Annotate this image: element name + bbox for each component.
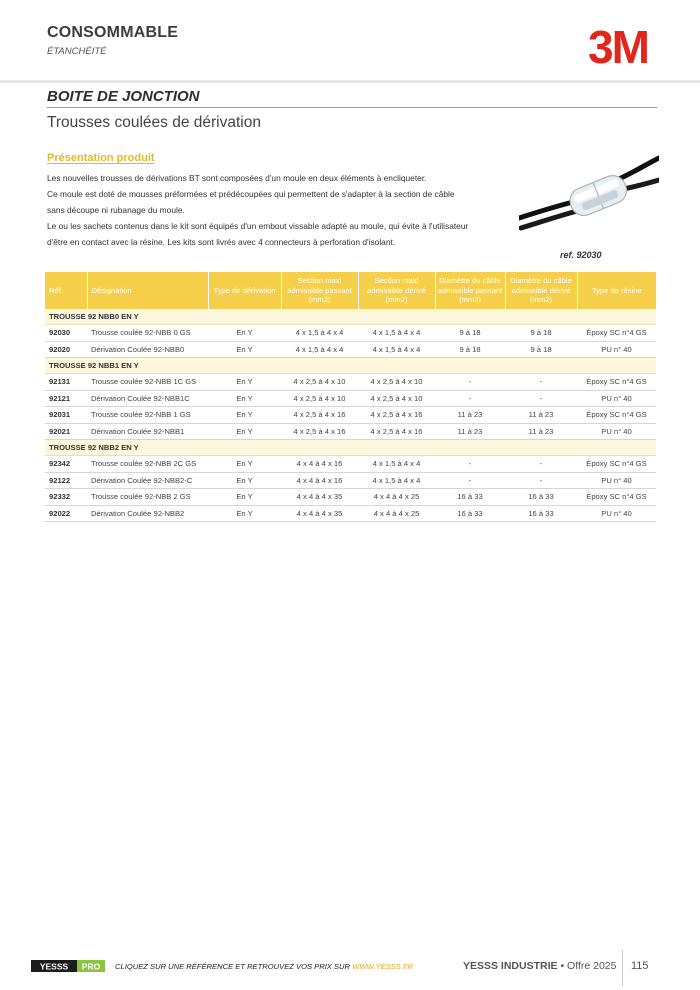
- cell-designation: Dérivation Coulée 92-NBB2-C: [87, 472, 208, 489]
- cell-diam-derive: 16 à 33: [505, 505, 577, 522]
- cell-designation: Dérivation Coulée 92-NBB1C: [87, 390, 208, 407]
- cell-resine: PU n° 40: [577, 472, 656, 489]
- presentation-text: [47, 171, 502, 251]
- table-group-row: [45, 358, 656, 374]
- table-body: [45, 309, 656, 522]
- cell-diam-passant: 9 à 18: [435, 341, 505, 358]
- cell-diam-passant: -: [435, 390, 505, 407]
- cell-designation: Trousse coulée 92-NBB 1 GS: [87, 407, 208, 424]
- cell-resine: PU n° 40: [577, 341, 656, 358]
- cell-diam-derive: -: [505, 374, 577, 391]
- badge-left-text: YESSS: [39, 961, 69, 972]
- cell-diam-passant: -: [435, 472, 505, 489]
- footer-divider: [622, 950, 623, 986]
- product-image: [519, 150, 659, 245]
- table-row: [45, 423, 656, 440]
- table-row: [45, 505, 656, 522]
- cell-ref[interactable]: 92020: [45, 341, 87, 358]
- cell-resine: PU n° 40: [577, 505, 656, 522]
- cell-diam-passant: 11 à 23: [435, 407, 505, 424]
- table-group-row: [45, 309, 656, 325]
- brand-logo-text: 3M: [588, 22, 648, 70]
- brand-logo-3m: [578, 22, 658, 70]
- cell-diam-derive: 9 à 18: [505, 325, 577, 342]
- cell-type: En Y: [208, 505, 281, 522]
- cell-designation: Dérivation Coulée 92-NBB0: [87, 341, 208, 358]
- footer-website-link[interactable]: WWW.YESSS.FR: [352, 962, 414, 971]
- col-header-resine: Type de résine: [577, 272, 656, 309]
- cell-ref[interactable]: 92121: [45, 390, 87, 407]
- presentation-line: Ce moule est doté de mousses préformées et prédécoupées qui permettent de s'adapter à la section de câble: [47, 188, 455, 199]
- cell-type: En Y: [208, 423, 281, 440]
- footer-cta-text: CLIQUEZ SUR UNE RÉFÉRENCE ET RETROUVEZ VOS PRIX SUR: [115, 962, 351, 971]
- footer-company-name: YESSS INDUSTRIE: [463, 960, 558, 972]
- cell-type: En Y: [208, 374, 281, 391]
- product-table: [45, 272, 656, 522]
- col-header-diam-derive: Diamètre du câble admissible dérivé (mm2): [505, 272, 577, 309]
- cell-section-passant: 4 x 2,5 à 4 x 16: [281, 423, 358, 440]
- cell-section-passant: 4 x 2,5 à 4 x 10: [281, 374, 358, 391]
- footer-company: [463, 960, 616, 972]
- cell-diam-derive: 9 à 18: [505, 341, 577, 358]
- yesss-pro-badge: [31, 960, 105, 972]
- cell-resine: Époxy SC n°4 GS: [577, 407, 656, 424]
- cell-section-passant: 4 x 4 à 4 x 35: [281, 505, 358, 522]
- cell-section-derive: 4 x 1,5 à 4 x 4: [358, 325, 435, 342]
- cell-diam-passant: 11 à 23: [435, 423, 505, 440]
- cell-section-passant: 4 x 4 à 4 x 16: [281, 472, 358, 489]
- cell-diam-derive: -: [505, 456, 577, 473]
- product-image-caption: ref. 92030: [560, 250, 602, 260]
- cell-section-derive: 4 x 1,5 à 4 x 4: [358, 472, 435, 489]
- cell-resine: Époxy SC n°4 GS: [577, 374, 656, 391]
- cell-diam-derive: 16 à 33: [505, 489, 577, 506]
- cell-section-derive: 4 x 2,5 à 4 x 16: [358, 407, 435, 424]
- cell-designation: Trousse coulée 92-NBB 2C GS: [87, 456, 208, 473]
- cell-designation: Trousse coulée 92-NBB 2 GS: [87, 489, 208, 506]
- section-divider: [47, 107, 657, 108]
- cell-resine: PU n° 40: [577, 390, 656, 407]
- cell-resine: Époxy SC n°4 GS: [577, 456, 656, 473]
- cell-type: En Y: [208, 489, 281, 506]
- table-row: [45, 407, 656, 424]
- presentation-line: sans découpe ni rubanage du moule.: [47, 204, 185, 215]
- cell-section-derive: 4 x 4 à 4 x 25: [358, 505, 435, 522]
- presentation-line: Les nouvelles trousses de dérivations BT sont composées d'un moule en deux éléments à encliqueter.: [47, 173, 427, 183]
- cell-section-passant: 4 x 1,5 à 4 x 4: [281, 341, 358, 358]
- section-title: BOITE DE JONCTION: [47, 88, 200, 105]
- cell-section-passant: 4 x 2,5 à 4 x 16: [281, 407, 358, 424]
- group-label: TROUSSE 92 NBB0 EN Y: [45, 309, 656, 325]
- table-row: [45, 390, 656, 407]
- cell-section-derive: 4 x 2,5 à 4 x 16: [358, 423, 435, 440]
- table-row: [45, 341, 656, 358]
- presentation-line: Le ou les sachets contenus dans le kit sont équipés d'un embout vissable adapté au moule, qui évite à l'utilisateur: [47, 220, 469, 231]
- col-header-ref: Réf.: [45, 272, 87, 309]
- cell-ref[interactable]: 92031: [45, 407, 87, 424]
- cell-designation: Dérivation Coulée 92-NBB1: [87, 423, 208, 440]
- page-number: 115: [631, 960, 649, 972]
- cell-section-passant: 4 x 4 à 4 x 35: [281, 489, 358, 506]
- cell-diam-passant: 16 à 33: [435, 505, 505, 522]
- cell-ref[interactable]: 92332: [45, 489, 87, 506]
- cell-designation: Dérivation Coulée 92-NBB2: [87, 505, 208, 522]
- col-header-designation: Désignation: [87, 272, 208, 309]
- cell-type: En Y: [208, 407, 281, 424]
- table-row: [45, 489, 656, 506]
- cell-designation: Trousse coulée 92-NBB 1C GS: [87, 374, 208, 391]
- cell-ref[interactable]: 92030: [45, 325, 87, 342]
- footer-offer: • Offre 2025: [560, 960, 617, 972]
- cell-resine: Époxy SC n°4 GS: [577, 489, 656, 506]
- header-divider: [0, 80, 700, 83]
- presentation-line: d'être en contact avec la résine. Les kits sont livrés avec 4 connecteurs à perforation d'isolant.: [47, 236, 396, 247]
- cell-type: En Y: [208, 472, 281, 489]
- footer-cta: [115, 962, 413, 971]
- table-row: [45, 325, 656, 342]
- cell-type: En Y: [208, 325, 281, 342]
- cell-resine: PU n° 40: [577, 423, 656, 440]
- cell-section-derive: 4 x 2,5 à 4 x 10: [358, 390, 435, 407]
- cell-diam-passant: 16 à 33: [435, 489, 505, 506]
- cell-section-derive: 4 x 4 à 4 x 25: [358, 489, 435, 506]
- cell-type: En Y: [208, 341, 281, 358]
- cell-section-passant: 4 x 1,5 à 4 x 4: [281, 325, 358, 342]
- category-title: CONSOMMABLE: [47, 24, 179, 41]
- table-row: [45, 456, 656, 473]
- cell-diam-derive: -: [505, 390, 577, 407]
- table-header-row: [45, 272, 656, 309]
- cell-designation: Trousse coulée 92-NBB 0 GS: [87, 325, 208, 342]
- table-group-row: [45, 440, 656, 456]
- cell-ref[interactable]: 92131: [45, 374, 87, 391]
- cell-ref[interactable]: 92021: [45, 423, 87, 440]
- cell-ref[interactable]: 92022: [45, 505, 87, 522]
- cell-ref[interactable]: 92342: [45, 456, 87, 473]
- cell-diam-derive: 11 à 23: [505, 407, 577, 424]
- cell-diam-passant: -: [435, 456, 505, 473]
- cell-section-derive: 4 x 1,5 à 4 x 4: [358, 341, 435, 358]
- cell-diam-derive: -: [505, 472, 577, 489]
- cell-section-derive: 4 x 2,5 à 4 x 10: [358, 374, 435, 391]
- table-row: [45, 374, 656, 391]
- badge-right-text: PRO: [81, 961, 101, 972]
- group-label: TROUSSE 92 NBB1 EN Y: [45, 358, 656, 374]
- cell-type: En Y: [208, 456, 281, 473]
- cell-diam-passant: -: [435, 374, 505, 391]
- group-label: TROUSSE 92 NBB2 EN Y: [45, 440, 656, 456]
- table-row: [45, 472, 656, 489]
- presentation-title: Présentation produit: [47, 152, 155, 164]
- section-subtitle: Trousses coulées de dérivation: [47, 114, 261, 131]
- cell-resine: Époxy SC n°4 GS: [577, 325, 656, 342]
- col-header-section-derive: Section maxi admissible dérivé (mm2): [358, 272, 435, 309]
- col-header-section-passant: Section maxi admissible passant (mm2): [281, 272, 358, 309]
- cell-diam-derive: 11 à 23: [505, 423, 577, 440]
- cell-section-passant: 4 x 4 à 4 x 16: [281, 456, 358, 473]
- cell-section-passant: 4 x 2,5 à 4 x 10: [281, 390, 358, 407]
- cell-section-derive: 4 x 1,5 à 4 x 4: [358, 456, 435, 473]
- category-subtitle: ÉTANCHÉITÉ: [47, 46, 107, 57]
- cell-ref[interactable]: 92122: [45, 472, 87, 489]
- cell-diam-passant: 9 à 18: [435, 325, 505, 342]
- col-header-diam-passant: Diamètre du câble admissible passant (mm2): [435, 272, 505, 309]
- cell-type: En Y: [208, 390, 281, 407]
- col-header-type: Type de dérivation: [208, 272, 281, 309]
